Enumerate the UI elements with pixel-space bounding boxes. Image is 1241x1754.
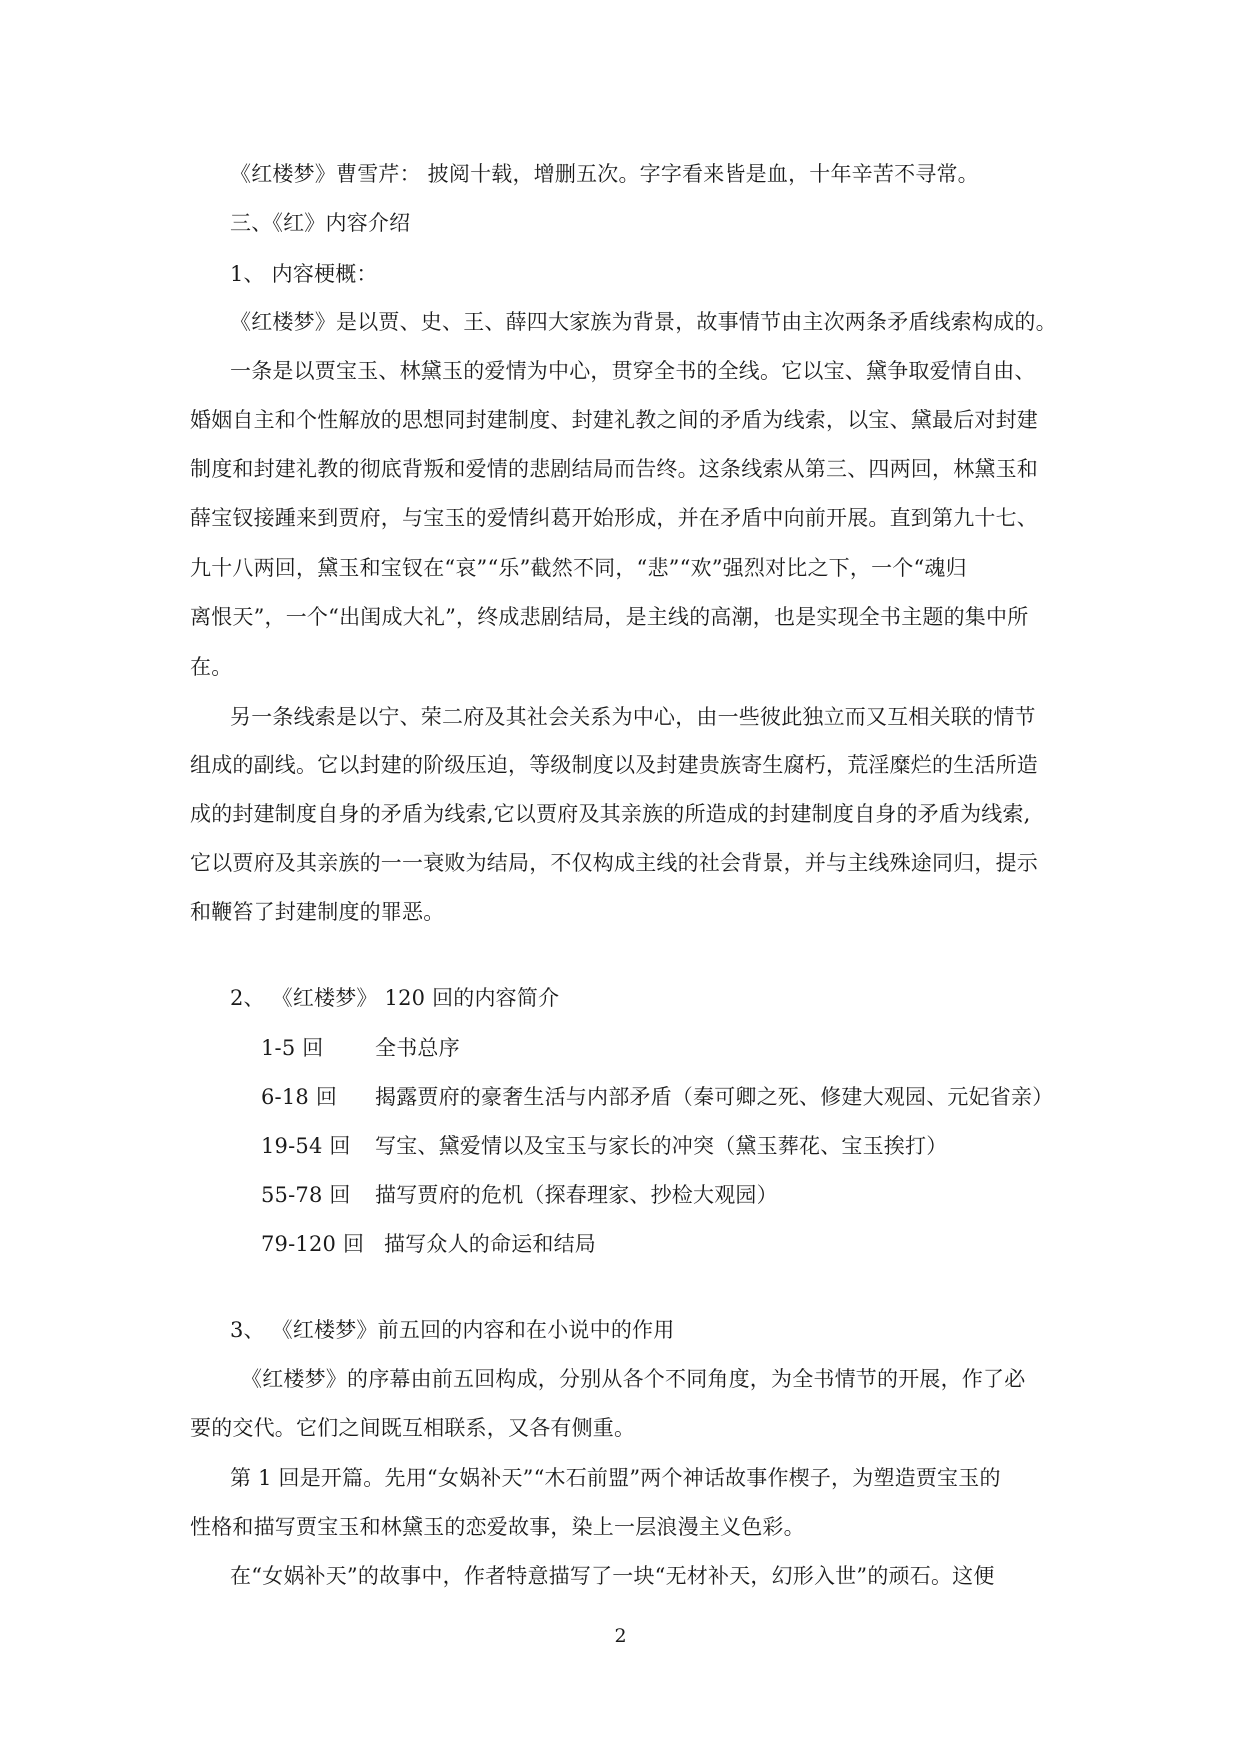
summary-line: 九十八两回，黛玉和宝钗在“哀”“乐”截然不同，“悲”“欢”强烈对比之下，一个“魂归 (190, 556, 967, 580)
chapter-content: 全书总序 (375, 1036, 460, 1060)
chapter-content: 写宝、黛爱情以及宝玉与家长的冲突（黛玉葬花、宝玉挨打） (375, 1134, 948, 1158)
summary-line: 婚姻自主和个性解放的思想同封建制度、封建礼教之间的矛盾为线索，以宝、黛最后对封建 (190, 408, 1038, 432)
chapter-range: 79-120 回 (261, 1232, 365, 1256)
subsection-heading-3: 3、 《红楼梦》前五回的内容和在小说中的作用 (230, 1318, 675, 1342)
subsection-heading-1: 1、 内容梗概： (230, 262, 378, 286)
summary-line: 离恨天”，一个“出闺成大礼”，终成悲剧结局，是主线的高潮，也是实现全书主题的集中所 (190, 605, 1029, 629)
summary-line: 一条是以贾宝玉、林黛玉的爱情为中心，贯穿全书的全线。它以宝、黛争取爱情自由、 (230, 359, 1036, 383)
body-line: 性格和描写贾宝玉和林黛玉的恋爱故事，染上一层浪漫主义色彩。 (190, 1515, 805, 1539)
page-number: 2 (614, 1625, 627, 1647)
chapter-range: 6-18 回 (261, 1085, 338, 1109)
intro-quote: 《红楼梦》曹雪芹： 披阅十载，增删五次。字字看来皆是血，十年辛苦不寻常。 (230, 162, 979, 186)
section-heading: 三、《红》内容介绍 (230, 211, 411, 235)
chapter-content: 揭露贾府的豪奢生活与内部矛盾（秦可卿之死、修建大观园、元妃省亲） (375, 1085, 1054, 1109)
summary-line: 成的封建制度自身的矛盾为线索,它以贾府及其亲族的所造成的封建制度自身的矛盾为线索, (190, 802, 1031, 826)
body-line: 在“女娲补天”的故事中，作者特意描写了一块“无材补天，幻形入世”的顽石。这便 (230, 1564, 995, 1588)
summary-line: 组成的副线。它以封建的阶级压迫，等级制度以及封建贵族寄生腐朽，荒淫糜烂的生活所造 (190, 753, 1038, 777)
summary-line: 和鞭笞了封建制度的罪恶。 (190, 900, 445, 924)
summary-line: 另一条线索是以宁、荣二府及其社会关系为中心，由一些彼此独立而又互相关联的情节 (230, 705, 1036, 729)
summary-line: 制度和封建礼教的彻底背叛和爱情的悲剧结局而告终。这条线索从第三、四两回，林黛玉和 (190, 457, 1038, 481)
chapter-range: 1-5 回 (261, 1036, 324, 1060)
body-line: 第 1 回是开篇。先用“女娲补天”“木石前盟”两个神话故事作楔子，为塑造贾宝玉的 (230, 1466, 1001, 1490)
body-line: 要的交代。它们之间既互相联系，又各有侧重。 (190, 1416, 636, 1440)
summary-line: 《红楼梦》是以贾、史、王、薛四大家族为背景，故事情节由主次两条矛盾线索构成的。 (230, 310, 1057, 334)
summary-line: 它以贾府及其亲族的一一衰败为结局，不仅构成主线的社会背景，并与主线殊途同归，提示 (190, 851, 1038, 875)
chapter-content: 描写众人的命运和结局 (384, 1232, 596, 1256)
subsection-heading-2: 2、 《红楼梦》 120 回的内容简介 (230, 986, 560, 1010)
chapter-range: 19-54 回 (261, 1134, 351, 1158)
chapter-range: 55-78 回 (261, 1183, 351, 1207)
summary-line: 薛宝钗接踵来到贾府，与宝玉的爱情纠葛开始形成，并在矛盾中向前开展。直到第九十七、 (190, 506, 1038, 530)
body-line: 《红楼梦》的序幕由前五回构成，分别从各个不同角度，为全书情节的开展，作了必 (241, 1367, 1026, 1391)
chapter-content: 描写贾府的危机（探春理家、抄检大观园） (375, 1183, 778, 1207)
summary-line: 在。 (190, 655, 233, 679)
